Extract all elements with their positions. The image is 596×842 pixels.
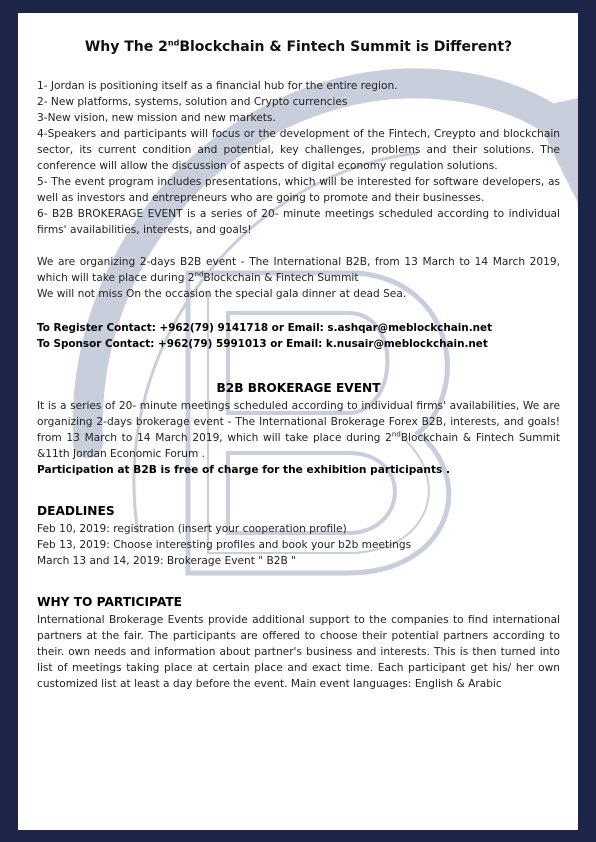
brokerage-free-note: Participation at B2B is free of charge for the exhibition participants . [37,464,451,476]
title-prefix: Why The 2 [84,39,168,55]
list-item: 5- The event program includes presentations, which will be interested for software developers, as well as investors and entrepreneurs who are going to promote and their businesses. [37,176,560,204]
organizing-line1: We are organizing 2-days B2B event - The International B2B, from 13 March to 14 March 2019, which will take place during 2 [37,256,560,284]
list-item: 4-Speakers and participants will focus or the development of the Fintech, Creypto and blockchain sector, its current condition and potential, key challenges, problems and their solutions. The conference will allow the discussion of aspects of digital economy regulation solutions. [37,128,560,172]
brokerage-heading: B2B BROKERAGE EVENT [216,381,381,395]
title-suffix: Blockchain & Fintech Summit is Different? [179,39,513,55]
organizing-sup: nd [194,270,204,279]
organizing-line1-end: Blockchain & Fintech Summit [203,272,359,284]
document-page [18,13,578,830]
deadline-item: Feb 10, 2019: registration (insert your cooperation profile) [37,523,347,535]
brokerage-text-end: Blockchain & Fintech Summit &11th Jordan Economic Forum . [37,432,561,460]
gala-dinner-text: We will not miss On the occasion the special gala dinner at dead Sea. [37,288,407,300]
deadline-item: Feb 13, 2019: Choose interesting profiles and book your b2b meetings [37,539,412,551]
brokerage-sup: nd [391,430,401,439]
list-item: 3-New vision, new mission and new markets. [37,112,276,124]
list-item: 2- New platforms, systems, solution and Crypto currencies [37,96,348,108]
document-content [37,37,560,692]
sponsor-contact: To Sponsor Contact: +962(79) 5991013 or Email: k.nusair@meblockchain.net [37,338,488,350]
brokerage-text [37,398,560,462]
why-participate-heading: WHY TO PARTICIPATE [37,595,182,609]
organizing-text [37,254,560,286]
list-item: 1- Jordan is positioning itself as a financial hub for the entire region. [37,80,398,92]
deadline-item: March 13 and 14, 2019: Brokerage Event " B2B " [37,555,296,567]
title-sup: nd [167,38,180,48]
why-participate-text: International Brokerage Events provide additional support to the companies to find international partners at the fair. The participants are offered to choose their potential partners according to their. own needs and information about partner's business and interests. This is then turned into list of meetings taking place at certain place and exact time. Each participant get his/ her own customized list at least a day before the event. Main event languages: English & Arabic [37,614,560,690]
register-contact: To Register Contact: +962(79) 9141718 or Email: s.ashqar@meblockchain.net [37,322,493,334]
brokerage-text-start: It is a series of 20- minute meetings scheduled according to individual firms' availabilities, We are organizing 2-days brokerage event - The International Brokerage Forex B2B, interests, and goals! from 13 March to 14 March 2019, which will take place during 2 [37,400,560,444]
page-title [37,37,560,57]
deadlines-heading: DEADLINES [37,504,115,518]
list-item: 6- B2B BROKERAGE EVENT is a series of 20- minute meetings scheduled according to individual firms' availabilities, interests, and goals! [37,208,560,236]
